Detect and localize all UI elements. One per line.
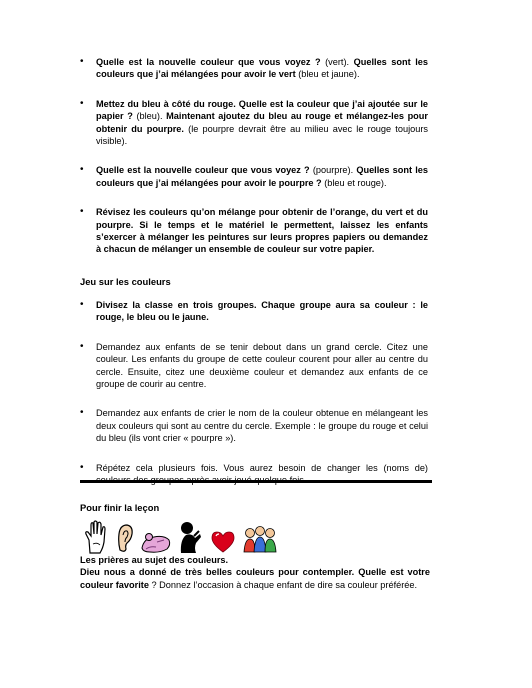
list-item xyxy=(80,164,428,189)
closing-paragraph xyxy=(80,566,430,591)
praying-child-icon xyxy=(178,520,204,554)
plain-text: Demandez aux enfants de se tenir debout dans un grand cercle. Citez une couleur. Les enfants du groupe de cette couleur courent pour aller au centre du cercle. Ensuite, citez une deuxième couleur et demandez aux enfants de ce groupe de courir au centre. xyxy=(96,341,428,390)
plain-text: (bleu). xyxy=(132,111,167,122)
bold-text: Quelles sont les couleurs que j’ai mélangées pour avoir le vert xyxy=(96,57,428,80)
icon-strip xyxy=(84,518,278,554)
plain-text: Demandez aux enfants de crier le nom de la couleur obtenue en mélangeant les deux couleurs qui sont au centre du cercle. Exemple : le groupe du rouge et celui du bleu (ils vont crier « pourpre »). xyxy=(96,408,428,444)
instruction-list xyxy=(80,56,428,256)
closing-heading: Pour finir la leçon xyxy=(80,502,160,513)
closing-text xyxy=(80,554,430,591)
list-item xyxy=(80,341,428,391)
children-group-icon xyxy=(242,524,278,554)
list-item xyxy=(80,98,428,148)
bold-text: Quelle est la nouvelle couleur que vous voyez ? xyxy=(96,165,310,176)
game-heading: Jeu sur les couleurs xyxy=(80,276,171,287)
game-list xyxy=(80,299,428,486)
prayer-title: Les prières au sujet des couleurs. xyxy=(80,555,229,565)
list-item xyxy=(80,407,428,444)
list-item xyxy=(80,56,428,81)
plain-text: (pourpre). xyxy=(309,165,357,176)
plain-text: (le pourpre devrait être au milieu avec le rouge toujours visible). xyxy=(96,123,428,147)
hand-icon xyxy=(84,520,110,554)
heart-icon xyxy=(210,530,236,554)
plain-text: (vert). xyxy=(320,57,354,67)
bold-text: Révisez les couleurs qu’on mélange pour obtenir de l’orange, du vert et du pourpre. Si le temps et le matériel le permettent, laissez les enfants s’exercer à mélanger les peintures sur leurs propres papiers ou demandez à chacun de mélanger un ensemble de couleur sur votre papier. xyxy=(96,207,428,255)
plain-text: Répétez cela plusieurs fois. Vous aurez besoin de changer les (noms de) xyxy=(96,462,428,473)
list-item xyxy=(80,206,428,256)
bear-icon xyxy=(140,530,172,554)
list-item xyxy=(80,299,428,324)
bold-text: Maintenant ajoutez du bleu au rouge et mélangez-les pour obtenir du pourpre. xyxy=(96,111,428,134)
bold-text: Quelles sont les couleurs que j’ai mélangées pour avoir le pourpre ? xyxy=(96,165,428,188)
ear-icon xyxy=(116,522,134,554)
bold-text: Divisez la classe en trois groupes. Chaque groupe aura sa couleur : le rouge, le bleu ou le jaune. xyxy=(96,300,428,323)
bold-text: Dieu nous a donné de très belles couleurs pour contempler. Quelle est votre couleur favorite xyxy=(80,567,430,590)
plain-text: (bleu et jaune). xyxy=(295,69,360,80)
section-divider xyxy=(80,480,432,483)
bold-text: Mettez du bleu à côté du rouge. Quelle est la couleur que j’ai ajoutée sur le papier ? xyxy=(96,98,428,122)
bold-text: Quelle est la nouvelle couleur que vous voyez ? xyxy=(96,57,321,67)
plain-text: ? Donnez l’occasion à chaque enfant de dire sa couleur préférée. xyxy=(148,579,418,590)
plain-text: (bleu et rouge). xyxy=(321,177,387,188)
